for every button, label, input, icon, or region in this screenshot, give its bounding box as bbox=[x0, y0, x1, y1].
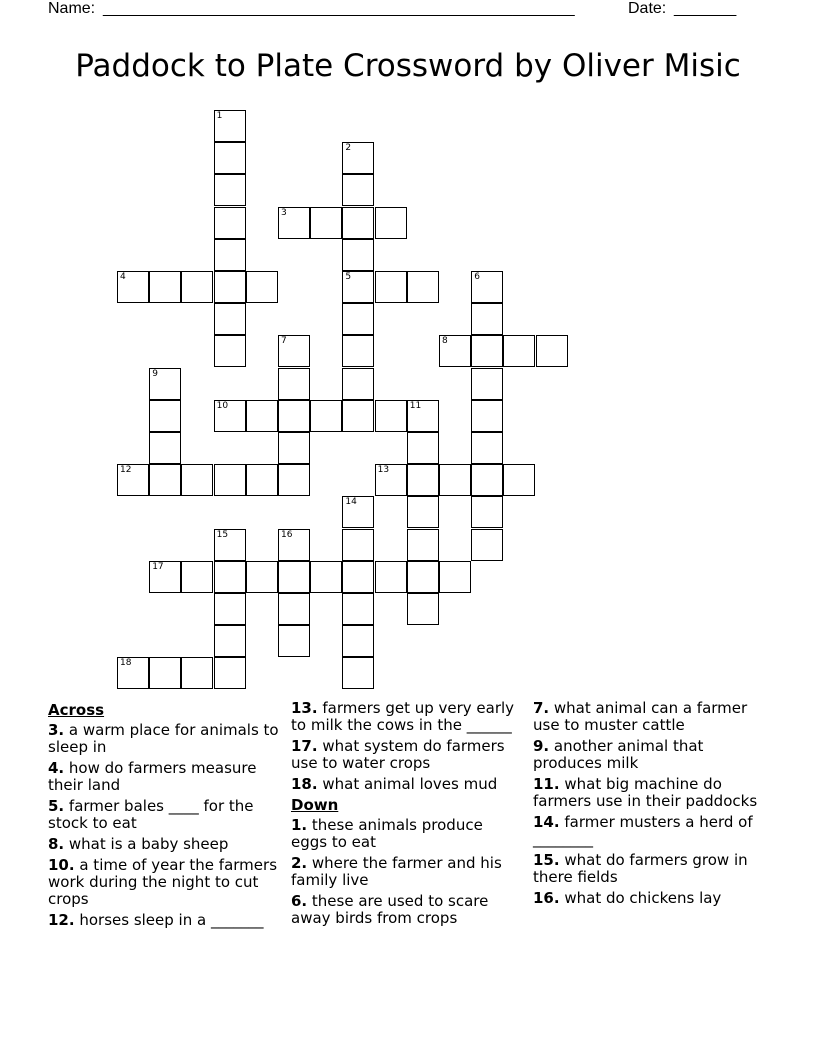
crossword-cell[interactable] bbox=[342, 593, 374, 625]
crossword-cell[interactable] bbox=[278, 432, 310, 464]
crossword-cell[interactable] bbox=[214, 239, 246, 271]
crossword-cell[interactable] bbox=[342, 174, 374, 206]
crossword-cell[interactable] bbox=[342, 271, 374, 303]
crossword-cell[interactable] bbox=[471, 400, 503, 432]
clue-text: what is a baby sheep bbox=[64, 835, 229, 853]
clue-number: 12. bbox=[48, 911, 75, 929]
crossword-cell[interactable] bbox=[342, 207, 374, 239]
clue-text: what big machine do farmers use in their paddocks bbox=[533, 775, 758, 810]
clue-text: where the farmer and his family live bbox=[291, 854, 502, 889]
cell-number: 7 bbox=[281, 336, 287, 347]
crossword-cell[interactable] bbox=[246, 271, 278, 303]
clue-number: 8. bbox=[48, 835, 65, 853]
crossword-cell[interactable] bbox=[214, 110, 246, 142]
cell-number: 13 bbox=[377, 465, 390, 476]
crossword-cell[interactable] bbox=[407, 593, 439, 625]
crossword-cell[interactable] bbox=[310, 561, 342, 593]
clue-item bbox=[533, 776, 765, 810]
clue-text: a warm place for animals to sleep in bbox=[48, 721, 279, 756]
crossword-cell[interactable] bbox=[471, 496, 503, 528]
crossword-cell[interactable] bbox=[214, 271, 246, 303]
clue-number: 6. bbox=[291, 892, 308, 910]
cell-number: 11 bbox=[409, 400, 422, 411]
crossword-cell[interactable] bbox=[214, 303, 246, 335]
clue-text: these animals produce eggs to eat bbox=[291, 816, 483, 851]
down-heading: Down bbox=[291, 796, 339, 814]
crossword-cell[interactable] bbox=[149, 657, 181, 689]
crossword-cell[interactable] bbox=[471, 464, 503, 496]
name-label: Name: bbox=[48, 0, 96, 17]
clue-number: 3. bbox=[48, 721, 65, 739]
crossword-cell[interactable] bbox=[278, 529, 310, 561]
crossword-cell[interactable] bbox=[278, 561, 310, 593]
clue-item bbox=[291, 700, 523, 734]
cell-number: 12 bbox=[120, 465, 132, 476]
crossword-cell[interactable] bbox=[342, 400, 374, 432]
clue-text: farmer bales ____ for the stock to eat bbox=[48, 797, 254, 832]
clue-number: 7. bbox=[533, 699, 550, 717]
crossword-cell[interactable] bbox=[214, 464, 246, 496]
crossword-cell[interactable] bbox=[214, 657, 246, 689]
clue-item bbox=[48, 912, 280, 929]
crossword-cell[interactable] bbox=[149, 271, 181, 303]
crossword-cell[interactable] bbox=[278, 400, 310, 432]
crossword-cell[interactable] bbox=[342, 529, 374, 561]
clue-text: how do farmers measure their land bbox=[48, 759, 257, 794]
clue-number: 17. bbox=[291, 737, 318, 755]
crossword-cell[interactable] bbox=[181, 271, 213, 303]
clue-text: farmer musters a herd of ________ bbox=[533, 813, 753, 848]
crossword-cell[interactable] bbox=[375, 400, 407, 432]
cell-number: 14 bbox=[345, 497, 357, 508]
crossword-cell[interactable] bbox=[407, 464, 439, 496]
clue-number: 4. bbox=[48, 759, 65, 777]
crossword-cell[interactable] bbox=[471, 335, 503, 367]
clue-column-2 bbox=[291, 700, 523, 931]
date-label: Date: bbox=[628, 0, 667, 17]
crossword-cell[interactable] bbox=[310, 400, 342, 432]
crossword-cell[interactable] bbox=[407, 496, 439, 528]
crossword-cell[interactable] bbox=[342, 303, 374, 335]
crossword-cell[interactable] bbox=[342, 368, 374, 400]
crossword-cell[interactable] bbox=[278, 464, 310, 496]
clue-item bbox=[48, 798, 280, 832]
clue-item bbox=[533, 700, 765, 734]
clue-number: 1. bbox=[291, 816, 308, 834]
crossword-cell[interactable] bbox=[214, 174, 246, 206]
cell-number: 17 bbox=[152, 561, 164, 572]
crossword-cell[interactable] bbox=[214, 207, 246, 239]
crossword-cell[interactable] bbox=[214, 625, 246, 657]
crossword-cell[interactable] bbox=[246, 464, 278, 496]
cell-number: 18 bbox=[120, 658, 132, 669]
crossword-cell[interactable] bbox=[117, 657, 149, 689]
date-blank-line: _______ bbox=[674, 0, 737, 17]
crossword-cell[interactable] bbox=[278, 625, 310, 657]
clue-item bbox=[533, 738, 765, 772]
clue-number: 5. bbox=[48, 797, 65, 815]
clue-item bbox=[291, 855, 523, 889]
clue-column-3 bbox=[533, 700, 765, 911]
crossword-cell[interactable] bbox=[342, 657, 374, 689]
crossword-cell[interactable] bbox=[342, 561, 374, 593]
crossword-cell[interactable] bbox=[375, 271, 407, 303]
crossword-cell[interactable] bbox=[375, 207, 407, 239]
clue-text: what animal can a farmer use to muster cattle bbox=[533, 699, 748, 734]
crossword-cell[interactable] bbox=[214, 561, 246, 593]
cell-number: 5 bbox=[345, 272, 352, 282]
clue-item bbox=[291, 776, 523, 793]
crossword-cell[interactable] bbox=[471, 271, 503, 303]
crossword-cell[interactable] bbox=[278, 593, 310, 625]
clue-text: what do chickens lay bbox=[559, 889, 722, 907]
crossword-cell[interactable] bbox=[149, 400, 181, 432]
clue-number: 2. bbox=[291, 854, 308, 872]
crossword-cell[interactable] bbox=[342, 239, 374, 271]
clue-item bbox=[48, 760, 280, 794]
crossword-cell[interactable] bbox=[278, 368, 310, 400]
clue-text: farmers get up very early to milk the cows in the ______ bbox=[291, 699, 515, 734]
crossword-cell[interactable] bbox=[375, 561, 407, 593]
clue-number: 18. bbox=[291, 775, 318, 793]
cell-number: 10 bbox=[216, 400, 229, 411]
cell-number: 1 bbox=[216, 111, 223, 121]
crossword-cell[interactable] bbox=[439, 561, 471, 593]
crossword-cell[interactable] bbox=[503, 464, 535, 496]
crossword-cell[interactable] bbox=[471, 303, 503, 335]
crossword-cell[interactable] bbox=[214, 142, 246, 174]
crossword-cell[interactable] bbox=[181, 657, 213, 689]
crossword-cell[interactable] bbox=[149, 561, 181, 593]
clue-item bbox=[48, 857, 280, 908]
clue-item bbox=[291, 893, 523, 927]
crossword-cell[interactable] bbox=[342, 496, 374, 528]
clue-text: another animal that produces milk bbox=[533, 737, 704, 772]
crossword-cell[interactable] bbox=[181, 464, 213, 496]
crossword-cell[interactable] bbox=[342, 335, 374, 367]
cell-number: 2 bbox=[345, 143, 352, 154]
crossword-cell[interactable] bbox=[181, 561, 213, 593]
crossword-cell[interactable] bbox=[407, 432, 439, 464]
crossword-cell[interactable] bbox=[471, 432, 503, 464]
clue-text: horses sleep in a _______ bbox=[74, 911, 264, 929]
crossword-cell[interactable] bbox=[246, 400, 278, 432]
clue-item bbox=[48, 722, 280, 756]
crossword-cell[interactable] bbox=[536, 335, 568, 367]
clue-number: 10. bbox=[48, 856, 75, 874]
clue-number: 15. bbox=[533, 851, 560, 869]
crossword-cell[interactable] bbox=[149, 464, 181, 496]
clue-item bbox=[48, 836, 280, 853]
crossword-cell[interactable] bbox=[503, 335, 535, 367]
crossword-cell[interactable] bbox=[407, 400, 439, 432]
clue-number: 13. bbox=[291, 699, 318, 717]
cell-number: 16 bbox=[281, 529, 293, 540]
across-heading: Across bbox=[48, 701, 105, 719]
cell-number: 6 bbox=[474, 272, 480, 282]
crossword-cell[interactable] bbox=[310, 207, 342, 239]
clue-number: 14. bbox=[533, 813, 560, 831]
crossword-cell[interactable] bbox=[214, 400, 246, 432]
page-title: Paddock to Plate Crossword by Oliver Misic bbox=[75, 48, 741, 84]
crossword-cell[interactable] bbox=[471, 529, 503, 561]
crossword-cell[interactable] bbox=[471, 368, 503, 400]
clue-text: these are used to scare away birds from crops bbox=[291, 892, 489, 927]
crossword-cell[interactable] bbox=[407, 529, 439, 561]
crossword-cell[interactable] bbox=[439, 335, 471, 367]
crossword-cell[interactable] bbox=[407, 271, 439, 303]
clue-number: 11. bbox=[533, 775, 560, 793]
clue-item bbox=[533, 890, 765, 907]
crossword-cell[interactable] bbox=[278, 335, 310, 367]
clue-item bbox=[291, 817, 523, 851]
crossword-cell[interactable] bbox=[278, 207, 310, 239]
clue-text: what do farmers grow in there fields bbox=[533, 851, 748, 886]
clue-column-1 bbox=[48, 700, 280, 933]
clue-text: what animal loves mud bbox=[317, 775, 498, 793]
cell-number: 8 bbox=[442, 336, 448, 347]
crossword-cell[interactable] bbox=[149, 368, 181, 400]
crossword-cell[interactable] bbox=[214, 593, 246, 625]
clue-number: 16. bbox=[533, 889, 560, 907]
crossword-cell[interactable] bbox=[214, 335, 246, 367]
crossword-cell[interactable] bbox=[439, 464, 471, 496]
cell-number: 9 bbox=[152, 368, 158, 379]
cell-number: 3 bbox=[281, 207, 287, 218]
crossword-cell[interactable] bbox=[342, 625, 374, 657]
clue-text: what system do farmers use to water crops bbox=[291, 737, 505, 772]
crossword-cell[interactable] bbox=[407, 561, 439, 593]
clue-item bbox=[533, 852, 765, 886]
crossword-cell[interactable] bbox=[246, 561, 278, 593]
clue-text: a time of year the farmers work during the night to cut crops bbox=[48, 856, 278, 908]
name-blank-line: _____________________________________________________ bbox=[103, 0, 575, 17]
crossword-cell[interactable] bbox=[214, 529, 246, 561]
crossword-cell[interactable] bbox=[117, 271, 149, 303]
crossword-cell[interactable] bbox=[149, 432, 181, 464]
clue-number: 9. bbox=[533, 737, 550, 755]
clue-item bbox=[533, 814, 765, 848]
crossword-cell[interactable] bbox=[342, 142, 374, 174]
clue-item bbox=[291, 738, 523, 772]
crossword-cell[interactable] bbox=[117, 464, 149, 496]
crossword-cell[interactable] bbox=[375, 464, 407, 496]
cell-number: 4 bbox=[120, 272, 126, 282]
cell-number: 15 bbox=[216, 529, 229, 540]
